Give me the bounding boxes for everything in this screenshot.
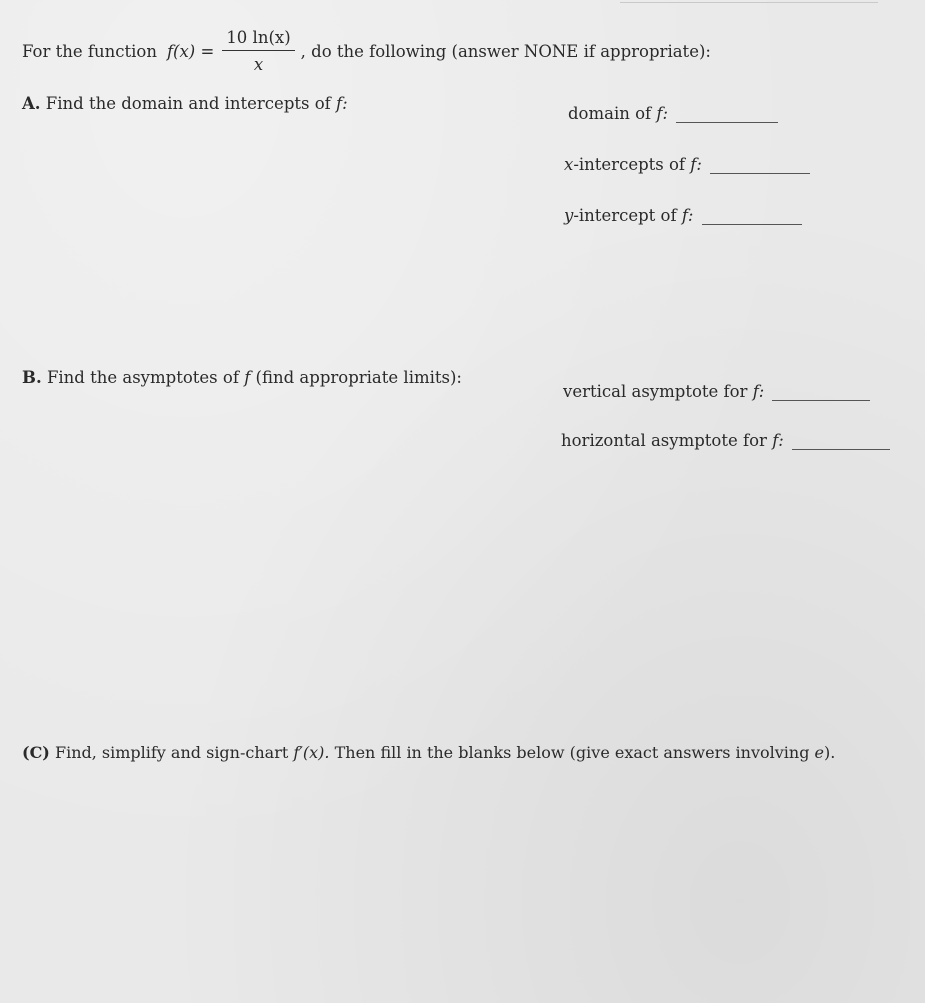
x-intercepts-answer-blank[interactable] xyxy=(710,173,810,174)
horizontal-asymptote-row xyxy=(561,431,890,450)
y-intercept-var: f: xyxy=(681,206,694,225)
y-intercept-answer-blank[interactable] xyxy=(702,224,802,225)
y-intercept-label: -intercept of xyxy=(573,206,677,225)
domain-label: domain of xyxy=(568,104,652,123)
part-c-evar: e xyxy=(814,743,825,762)
vertical-asymptote-row xyxy=(563,382,870,401)
part-c-heading xyxy=(22,745,835,761)
part-c-derivative: f′(x). xyxy=(293,743,330,762)
part-b-text-before: Find the asymptotes of xyxy=(46,368,239,387)
vertical-asymptote-answer-blank[interactable] xyxy=(772,400,870,401)
x-intercepts-var-x: x xyxy=(564,155,574,174)
function-fraction xyxy=(222,28,294,74)
intro-prefix: For the function xyxy=(22,41,157,61)
horizontal-asymptote-var: f: xyxy=(772,431,784,450)
part-b-fvar: f xyxy=(244,368,251,387)
x-intercepts-row xyxy=(564,155,810,174)
vertical-asymptote-label: vertical asymptote for xyxy=(563,382,748,401)
part-b-heading xyxy=(22,370,462,387)
part-a-heading xyxy=(22,96,348,113)
part-c-text-after: Then fill in the blanks below (give exact answers involving xyxy=(334,743,810,762)
part-b-text-after: (find appropriate limits): xyxy=(255,368,462,387)
y-intercept-row xyxy=(564,206,802,225)
fraction-numerator: 10 ln(x) xyxy=(226,28,291,47)
x-intercepts-var: f: xyxy=(690,155,702,174)
domain-answer-blank[interactable] xyxy=(676,122,778,123)
x-intercepts-label: -intercepts of xyxy=(573,155,686,174)
domain-row xyxy=(568,104,778,123)
part-a-text: Find the domain and intercepts of xyxy=(45,94,331,113)
intro-suffix: , do the following (answer NONE if appropriate): xyxy=(300,41,711,61)
top-divider xyxy=(620,2,878,3)
problem-statement xyxy=(22,28,711,74)
function-lhs: f(x) = xyxy=(166,41,215,61)
part-a-fvar: f: xyxy=(336,94,348,113)
part-c-tail: ). xyxy=(824,743,836,762)
domain-var: f: xyxy=(656,104,669,123)
part-c-marker: (C) xyxy=(22,743,50,762)
vertical-asymptote-var: f: xyxy=(752,382,765,401)
part-a-marker: A. xyxy=(22,94,41,113)
part-b-marker: B. xyxy=(22,368,42,387)
horizontal-asymptote-answer-blank[interactable] xyxy=(792,449,890,450)
y-intercept-var-y: y xyxy=(564,206,574,225)
part-c-text-before: Find, simplify and sign-chart xyxy=(54,743,289,762)
fraction-denominator: x xyxy=(253,55,264,74)
horizontal-asymptote-label: horizontal asymptote for xyxy=(561,431,767,450)
